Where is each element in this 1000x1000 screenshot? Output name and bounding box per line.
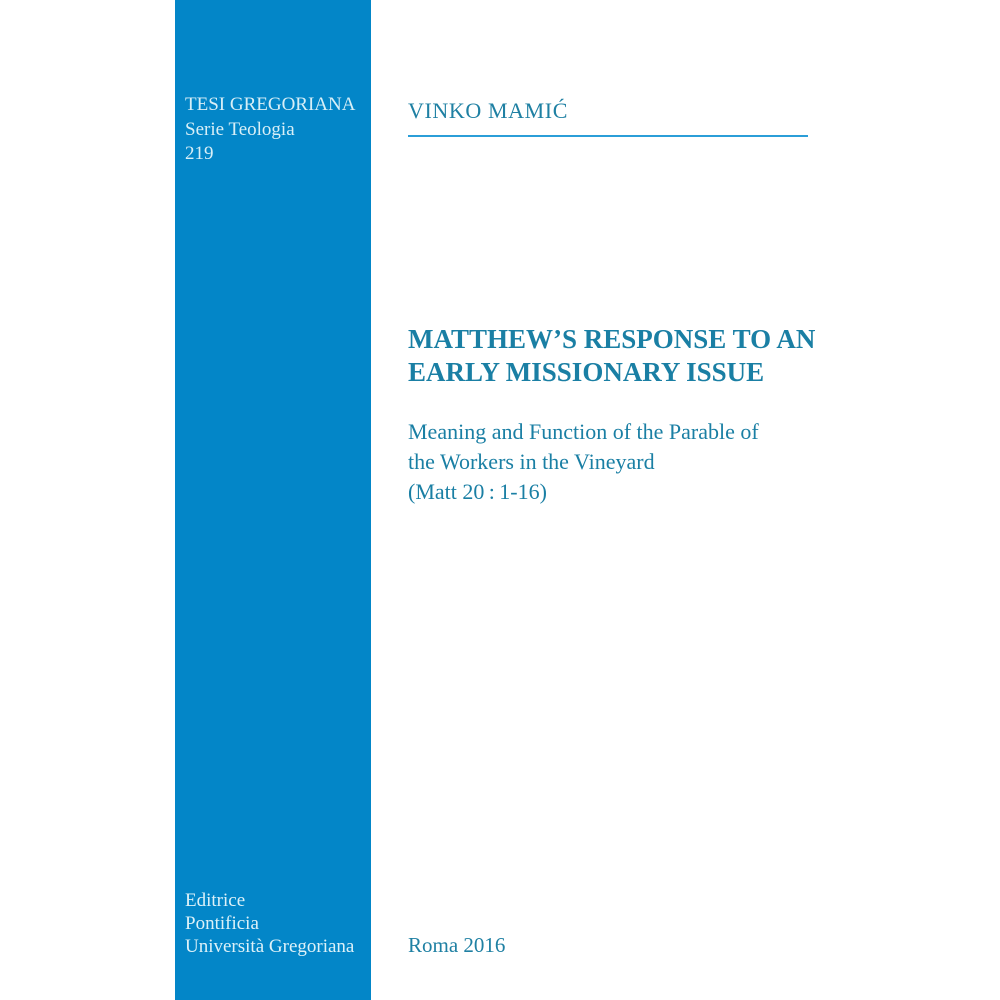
author-divider-line	[408, 135, 808, 137]
blue-spine-band	[175, 0, 371, 1000]
publisher-line: Pontificia	[185, 913, 259, 934]
book-title	[408, 323, 815, 389]
publisher-line: Editrice	[185, 890, 246, 911]
series-subtitle: Serie Teologia	[185, 118, 295, 140]
series-title: TESI GREGORIANA	[185, 94, 356, 115]
publisher-line: Università Gregoriana	[185, 936, 355, 957]
publisher-info	[185, 889, 354, 958]
imprint-place-year: Roma 2016	[408, 933, 506, 957]
book-title-line: EARLY MISSIONARY ISSUE	[408, 357, 765, 387]
book-title-line: MATTHEW’S RESPONSE TO AN	[408, 324, 816, 354]
series-number: 219	[185, 143, 214, 164]
author-name: VINKO MAMIĆ	[408, 98, 568, 123]
book-subtitle-scripture-reference: (Matt 20 : 1-16)	[408, 479, 547, 504]
book-subtitle	[408, 417, 759, 507]
book-subtitle-line: the Workers in the Vineyard	[408, 449, 655, 474]
book-subtitle-line: Meaning and Function of the Parable of	[408, 419, 759, 444]
series-info	[185, 93, 355, 167]
